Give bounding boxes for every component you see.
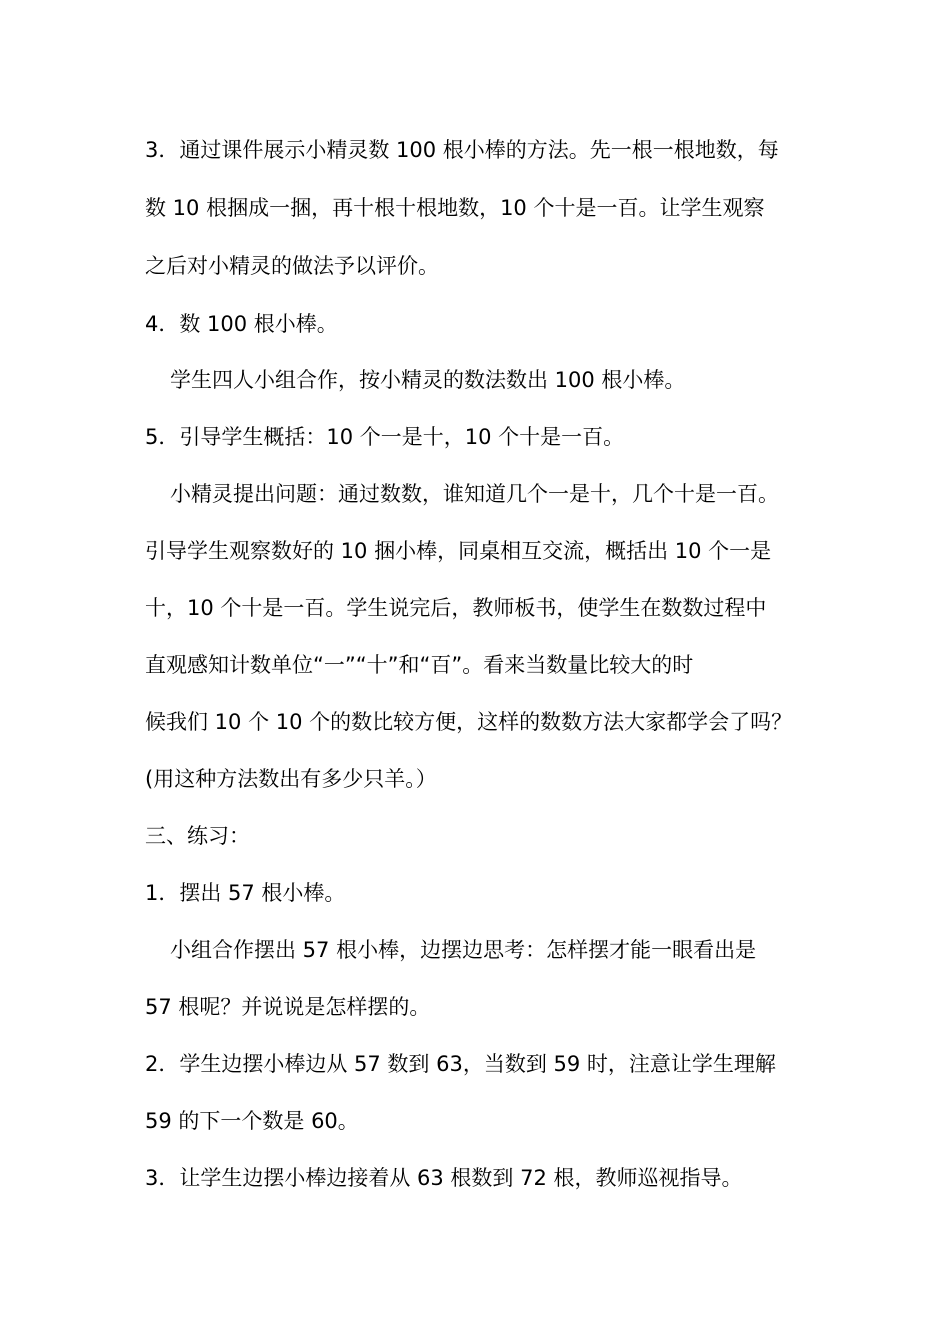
text-line: 59 的下一个数是 60。: [145, 1109, 359, 1133]
text-line: 之后对小精灵的做法予以评价。: [145, 254, 439, 278]
text-line: 直观感知计数单位“一”“十”和“百”。看来当数量比较大的时: [145, 653, 694, 677]
text-line: 小组合作摆出 57 根小棒，边摆边思考：怎样摆才能一眼看出是: [170, 938, 757, 962]
text-line: 引导学生观察数好的 10 捆小棒，同桌相互交流，概括出 10 个一是: [145, 539, 772, 563]
text-line: 学生四人小组合作，按小精灵的数法数出 100 根小棒。: [170, 368, 686, 392]
text-line: 小精灵提出问题：通过数数，谁知道几个一是十，几个十是一百。: [170, 482, 779, 506]
text-line: 3．让学生边摆小棒边接着从 63 根数到 72 根，教师巡视指导。: [145, 1166, 743, 1190]
text-line: 3．通过课件展示小精灵数 100 根小棒的方法。先一根一根地数，每: [145, 138, 779, 162]
text-line: 4．数 100 根小棒。: [145, 312, 338, 336]
text-line: 5．引导学生概括：10 个一是十，10 个十是一百。: [145, 425, 625, 449]
text-line: 候我们 10 个 10 个的数比较方便，这样的数数方法大家都学会了吗？: [145, 710, 793, 734]
text-line: (用这种方法数出有多少只羊。）: [145, 767, 437, 791]
text-line: 57 根呢？并说说是怎样摆的。: [145, 995, 431, 1019]
text-line: 1．摆出 57 根小棒。: [145, 881, 346, 905]
text-line: 数 10 根捆成一捆，再十根十根地数，10 个十是一百。让学生观察: [145, 196, 765, 220]
text-line: 十，10 个十是一百。学生说完后，教师板书，使学生在数数过程中: [145, 596, 767, 620]
text-line: 2．学生边摆小棒边从 57 数到 63，当数到 59 时，注意让学生理解: [145, 1052, 776, 1076]
section-heading: 三、练习：: [145, 824, 250, 848]
